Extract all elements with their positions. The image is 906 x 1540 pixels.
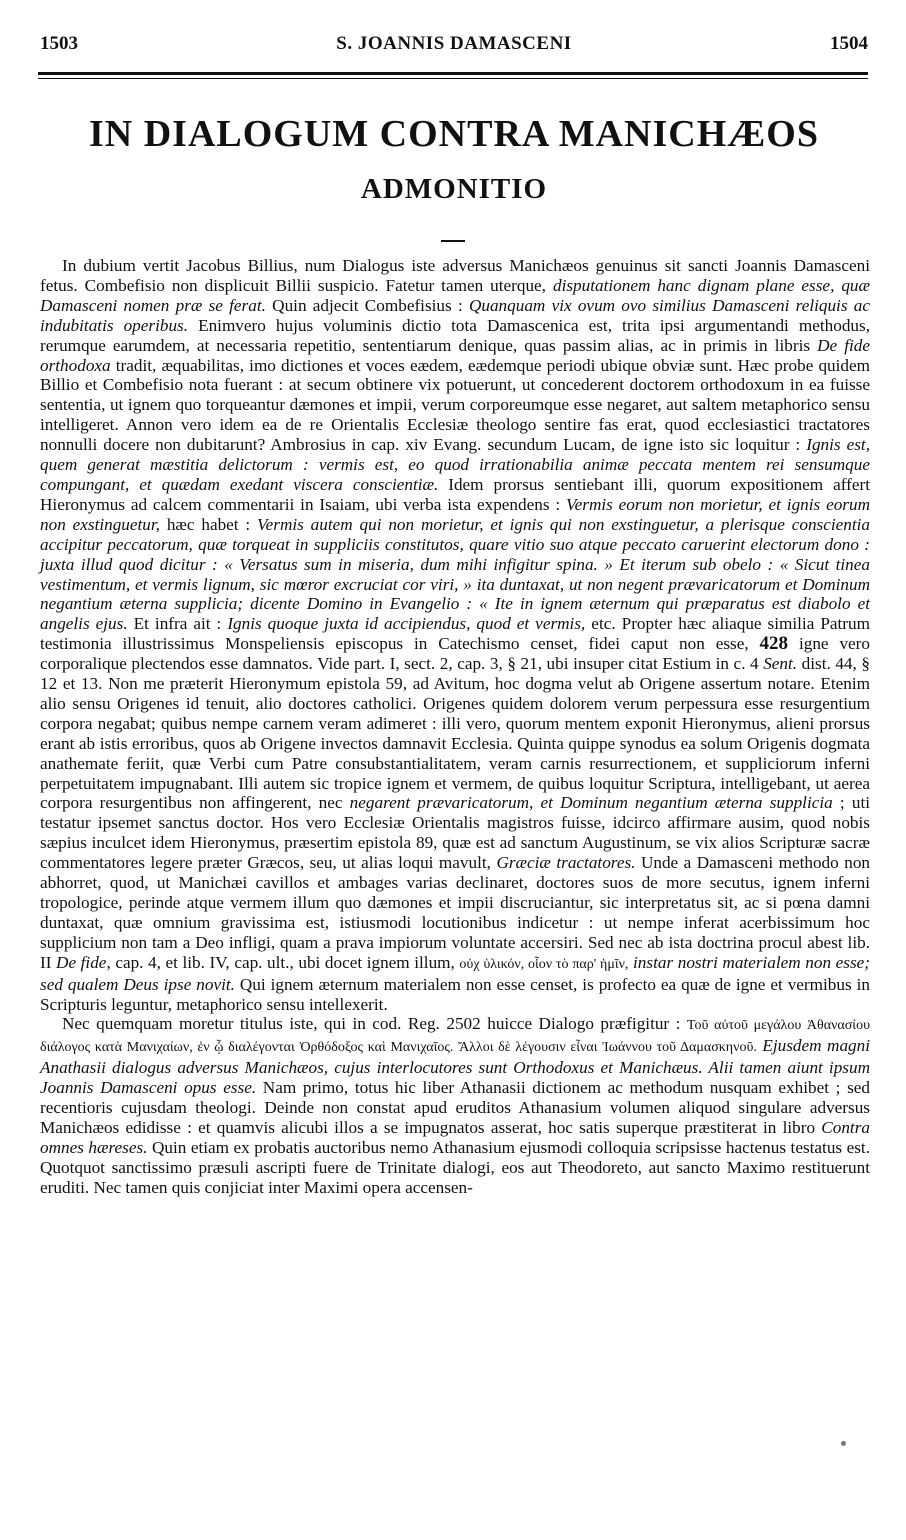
book-title: Contra omnes hæreses. <box>40 1117 870 1157</box>
document-title: IN DIALOGUM CONTRA MANICHÆOS <box>89 113 819 155</box>
quotation: Ignis est, quem generat mæstitia delictorum : vermis est, eo quod irrationabilia animæ peccata mentem rei sensumque compungant, et quædam exedant viscera conscientiæ. <box>40 435 870 494</box>
body-text <box>40 256 870 1198</box>
text-run: Nam primo, totus hic liber Athanasii dictionem ac methodum nusquam exhibet ; sed recentioris cujusdam theologi. Deinde non constat apud eruditos Athanasium volumen aliquod singulare adversus Manichæos edidisse : et quamvis alicubi illos a se impugnatos asserat, hoc satis superque præstiterat in libro <box>40 1078 870 1137</box>
text-run: In dubium vertit Jacobus Billius, num Dialogus iste adversus Manichæos genuinus sit sancti Joannis Damasceni fetus. Combefisio non displicuit Billii suspicio. Fatetur tamen uterque, <box>40 256 870 295</box>
text-run: Enimvero hujus voluminis dictio tota Damascenica est, trita ipsi argumentandi methodus, rerumque earumdem, at necessaria repetitio, sententiarum denique, quas passim alias, ac in primis in libris <box>40 315 870 355</box>
quotation: Vermis eorum non morietur, et ignis eorum non exstinguetur, <box>40 494 870 534</box>
text-run: tradit, æquabilitas, imo dictiones et voces eædem, eædemque periodi ubique obviæ sunt. Hæc probe quidem Billio et Combefisio nota fuerant : at secum obtinere vix potuerunt, ut concederent doctorem orthodoxum in ea fuisse sententia, ut ignem quo torqueantur dæmones et impii, verum corporeumque esse negaret, aut saltem metaphorico sensu intelligeret. Annon vero idem ea de re Orientalis Ecclesiæ theologo sentire fas erat, quod ecclesiastici tractatores nonnulli docere non dubitarunt? Ambrosius in cap. xiv Evang. secundum Lucam, de igne isto sic loquitur : <box>40 355 870 455</box>
text-run: igne vero corporalique plectendos esse damnatos. Vide part. I, sect. 2, cap. 3, § 21, ubi insuper citat Estium in c. 4 <box>40 634 870 674</box>
text-run: hæc habet : <box>159 514 258 534</box>
text-run: Et infra ait : <box>127 614 228 634</box>
header-rule-thick <box>38 72 868 75</box>
text-run: Unde a Damasceni methodo non abhorret, quod, ut Manichæi cavillos et ambages varias declinaret, doctores suos de more secutus, ignem inferni tropologice, perinde atque vermem illum quo dæmones et impii discruciantur, sic interpretatus sit, ac si pœna damni duntaxat, quæ omnium gravissima est, istiusmodi locutionibus indicetur : ut nempe inferat acerbissimum hoc supplicium non tam a Deo infligi, quam a prava impiorum voluntate accersiri. Sed nec ab ista doctrina procul abest lib. II <box>40 853 871 972</box>
text-run: Idem prorsus sentiebant illi, quorum expositionem affert Hieronymus ad calcem commentarii in Isaiam, ubi verba ista expendens : <box>40 474 870 514</box>
text-run: etc. Propter hæc aliaque similia Patrum testimonia illustrissimus Monspeliensis episcopus in Catechismo censet, fidei caput non esse, <box>40 614 870 654</box>
separator-dash <box>441 240 465 242</box>
text-run: ; uti testatur ipsemet sanctus doctor. Hos vero Ecclesiæ Orientalis magistros fuisse, idcirco affirmare ausim, quod nobis sæpius inculcet idem Hieronymus, præsertim epistola 89, quæ est ad sanctum Augustinum, se vix alios Scripturæ sacræ commentatores legere præter Græcos, seu, ut alias loqui mavult, <box>40 793 870 873</box>
quotation: Ignis quoque juxta id accipiendus, quod et vermis, <box>227 614 586 634</box>
section-heading: ADMONITIO <box>360 173 548 205</box>
book-title: De fide orthodoxa <box>40 335 870 375</box>
book-title: Sent. <box>763 654 798 674</box>
column-number-right: 1504 <box>830 33 868 54</box>
quotation: instar nostri materialem non esse; sed qualem Deus ipse novit. <box>40 952 871 994</box>
text-run: Nec quemquam moretur titulus iste, qui in cod. Reg. 2502 huicce Dialogo præfigitur : <box>62 1014 687 1034</box>
text-run: , cap. 4, et lib. IV, cap. ult., ubi docet ignem illum, <box>106 952 460 972</box>
book-title: De fide <box>56 952 107 972</box>
text-run: Quin etiam ex probatis auctoribus nemo Athanasium ejusmodi colloquia scripsisse hactenus testatus est. Quotquot sanctissimo præsuli ascripti fuere de Trinitate dialogi, eos aut Theodoreto, aut sancto Maximo restituerunt eruditi. Nec tamen quis conjiciat inter Maximi opera accensen- <box>40 1137 870 1197</box>
quotation: Ejusdem magni Anathasii dialogus adversus Manichæos, cujus interlocutores sunt Orthodoxus et Manichæus. Alii tamen aiunt ipsum Joannis Damasceni opus esse. <box>40 1036 871 1098</box>
paragraph-2 <box>40 1014 870 1197</box>
quotation: Græciæ tractatores. <box>496 853 636 873</box>
quotation: disputationem hanc dignam plane esse, quæ Damasceni nomen præ se ferat. <box>40 275 870 315</box>
text-run: Qui ignem æternum materialem non esse censet, is profecto ea quæ de igne et vermibus in Scripturis leguntur, metaphorico sensu intellexerit. <box>40 974 870 1014</box>
page-header <box>40 33 868 59</box>
greek-quotation: οὐχ ὑλικόν, οἷον τὸ παρ' ἡμῖν, <box>459 956 629 972</box>
column-number-left: 1503 <box>40 33 78 54</box>
page-marker: 428 <box>759 633 789 655</box>
header-rule-thin <box>38 78 868 79</box>
text-run: Quin adjecit Combefisius : <box>265 295 469 315</box>
paragraph-1 <box>40 256 870 1014</box>
quotation: negarent prævaricatorum, et Dominum negantium æterna supplicia <box>349 793 833 813</box>
quotation: Vermis autem qui non morietur, et ignis qui non exstinguetur, a plerisque conscientia accipitur peccatorum, quæ torqueat in suppliciis constitutos, quare vitio suo atque peccato caruerint electorum dono : juxta illud quod dicitur : « Versatus sum in miseria, dum mihi infigitur spina. » Et iterum sub obelo : « Sicut tinea vestimentum, et vermis lignum, sic mœror excruciat cor viri, » ita duntaxat, ut non negent prævaricatorum et Dominum negantium æterna supplicia; dicente Domino in Evangelio : « Ite in ignem æternum qui præparatus est diabolo et angelis ejus. <box>40 514 870 634</box>
text-run: dist. 44, § 12 et 13. Non me præterit Hieronymum epistola 59, ad Avitum, hoc dogma velut ab Origene assertum notare. Etenim alio sensu Origenes id tenuit, alio doctores catholici. Origenes quidem dolorem verum perpessura esse resurgentium corpora negabat; quibus nempe carnem veram adimeret : illi vero, quorum mentem exponit Hieronymus, alieni prorsus erant ab istis erroribus, quos ab Origene invectos damnavit Ecclesia. Quinta quippe synodus ea solum Origenis dogmata anathemate feriit, quæ Verbi cum Patre consubstantialitatem, veram carnis resurrectionem, et suppliciorum inferni perpetuitatem impugnabant. Illi autem sic tropice ignem et vermem, de quibus loquitur Scriptura, intelligebant, ut aerea corpora resurgentibus non affingerent, nec <box>40 654 870 813</box>
running-title: S. JOANNIS DAMASCENI <box>336 33 572 54</box>
stray-mark <box>841 1441 846 1446</box>
quotation: Quanquam vix ovum ovo similius Damasceni reliquis ac indubitatis operibus. <box>40 295 870 335</box>
greek-quotation: Τοῦ αὐτοῦ μεγάλου Ἀθανασίου διάλογος κατὰ Μανιχαίων, ἐν ᾧ διαλέγονται Ὀρθόδοξος καὶ Μανιχαῖος. Ἄλλοι δὲ λέγουσιν εἶναι Ἰωάννου τοῦ Δαμασκηνοῦ. <box>40 1018 870 1056</box>
